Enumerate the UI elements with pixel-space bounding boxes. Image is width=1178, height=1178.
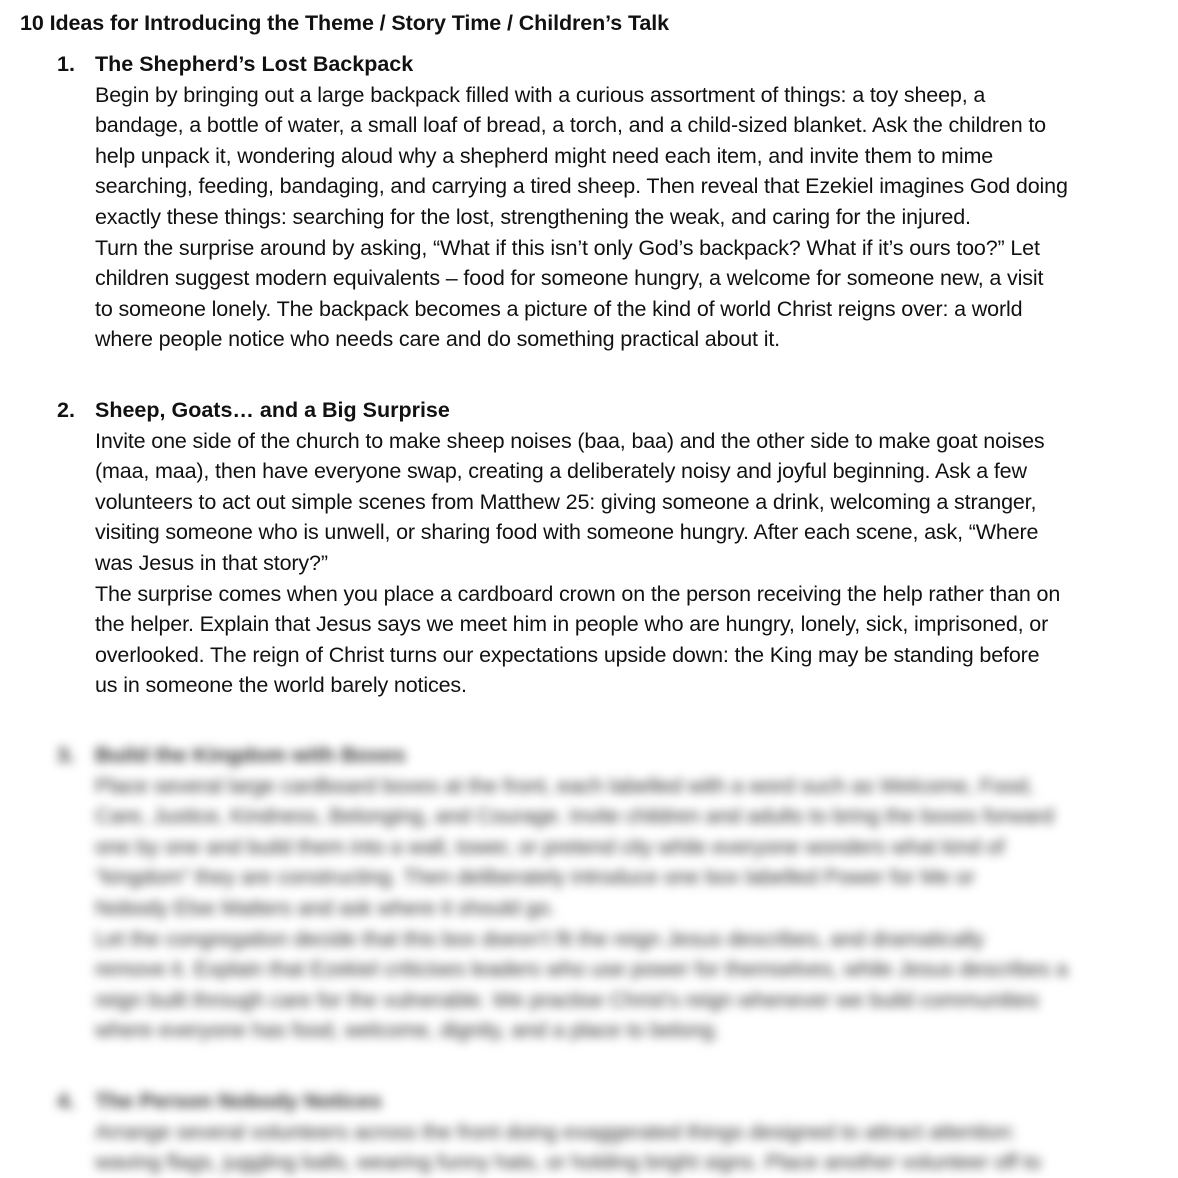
body-line: Place several large cardboard boxes at the front, each labelled with a word such as Welcome, Food, — [95, 773, 1034, 798]
body-line: Turn the surprise around by asking, “What if this isn’t only God’s backpack? What if it’s ours too?” Let — [95, 235, 1040, 260]
idea-body — [95, 426, 1155, 701]
body-line: searching, feeding, bandaging, and carrying a tired sheep. Then reveal that Ezekiel imagines God doing — [95, 174, 1068, 199]
body-line: where people notice who needs care and do something practical about it. — [95, 327, 780, 352]
idea-heading: Build the Kingdom with Boxes — [95, 743, 406, 767]
body-line: Arrange several volunteers across the front doing exaggerated things designed to attract attention: — [95, 1119, 1016, 1144]
idea-number: 2. — [57, 398, 75, 422]
body-line: visiting someone who is unwell, or sharing food with someone hungry. After each scene, ask, “Where — [95, 520, 1039, 545]
body-line: overlooked. The reign of Christ turns our expectations upside down: the King may be standing before — [95, 642, 1040, 667]
body-line: children suggest modern equivalents – food for someone hungry, a welcome for someone new, a visit — [95, 266, 1044, 291]
body-line: Let the congregation decide that this box doesn’t fit the reign Jesus describes, and dramatically — [95, 926, 984, 951]
body-line: The surprise comes when you place a cardboard crown on the person receiving the help rather than on — [95, 581, 1061, 606]
body-line: volunteers to act out simple scenes from Matthew 25: giving someone a drink, welcoming a stranger, — [95, 489, 1037, 514]
body-line: us in someone the world barely notices. — [95, 673, 467, 698]
body-line: Care, Justice, Kindness, Belonging, and Courage. Invite children and adults to bring the boxes forward — [95, 804, 1054, 829]
body-line: Invite one side of the church to make sheep noises (baa, baa) and the other side to make goat noises — [95, 428, 1045, 453]
idea-heading: The Shepherd’s Lost Backpack — [95, 52, 414, 76]
idea-heading: Sheep, Goats… and a Big Surprise — [95, 398, 450, 422]
body-line: one by one and build them into a wall, tower, or pretend city while everyone wonders what kind of — [95, 834, 1005, 859]
body-line: the helper. Explain that Jesus says we meet him in people who are hungry, lonely, sick, imprisoned, or — [95, 612, 1049, 637]
body-line: waving flags, juggling balls, wearing funny hats, or holding bright signs. Place another volunteer off to — [95, 1150, 1041, 1175]
body-line: to someone lonely. The backpack becomes a picture of the kind of world Christ reigns over: a world — [95, 296, 1023, 321]
body-line: help unpack it, wondering aloud why a shepherd might need each item, and invite them to mime — [95, 143, 994, 168]
idea-body — [95, 80, 1155, 355]
idea-number: 3. — [57, 743, 75, 767]
body-line: remove it. Explain that Ezekiel criticises leaders who use power for themselves, while Jesus describes a — [95, 957, 1068, 982]
body-line: (maa, maa), then have everyone swap, creating a deliberately noisy and joyful beginning. Ask a few — [95, 459, 1027, 484]
body-line: exactly these things: searching for the lost, strengthening the weak, and caring for the injured. — [95, 204, 971, 229]
body-line: “kingdom” they are constructing. Then deliberately introduce one box labelled Power for Me or — [95, 865, 975, 890]
body-line: reign built through care for the vulnerable. We practise Christ’s reign whenever we build communities — [95, 987, 1039, 1012]
body-line: where everyone has food, welcome, dignity, and a place to belong. — [95, 1018, 720, 1043]
body-line: Begin by bringing out a large backpack filled with a curious assortment of things: a toy sheep, a — [95, 82, 986, 107]
document-title: 10 Ideas for Introducing the Theme / Story Time / Children’s Talk — [20, 11, 669, 35]
idea-number: 4. — [57, 1089, 75, 1113]
idea-body — [95, 771, 1155, 1046]
body-line: Nobody Else Matters and ask where it should go. — [95, 895, 556, 920]
idea-number: 1. — [57, 52, 75, 76]
idea-heading: The Person Nobody Notices — [95, 1089, 382, 1113]
body-line: was Jesus in that story?” — [95, 550, 328, 575]
body-line: bandage, a bottle of water, a small loaf of bread, a torch, and a child-sized blanket. Ask the children to — [95, 113, 1046, 138]
